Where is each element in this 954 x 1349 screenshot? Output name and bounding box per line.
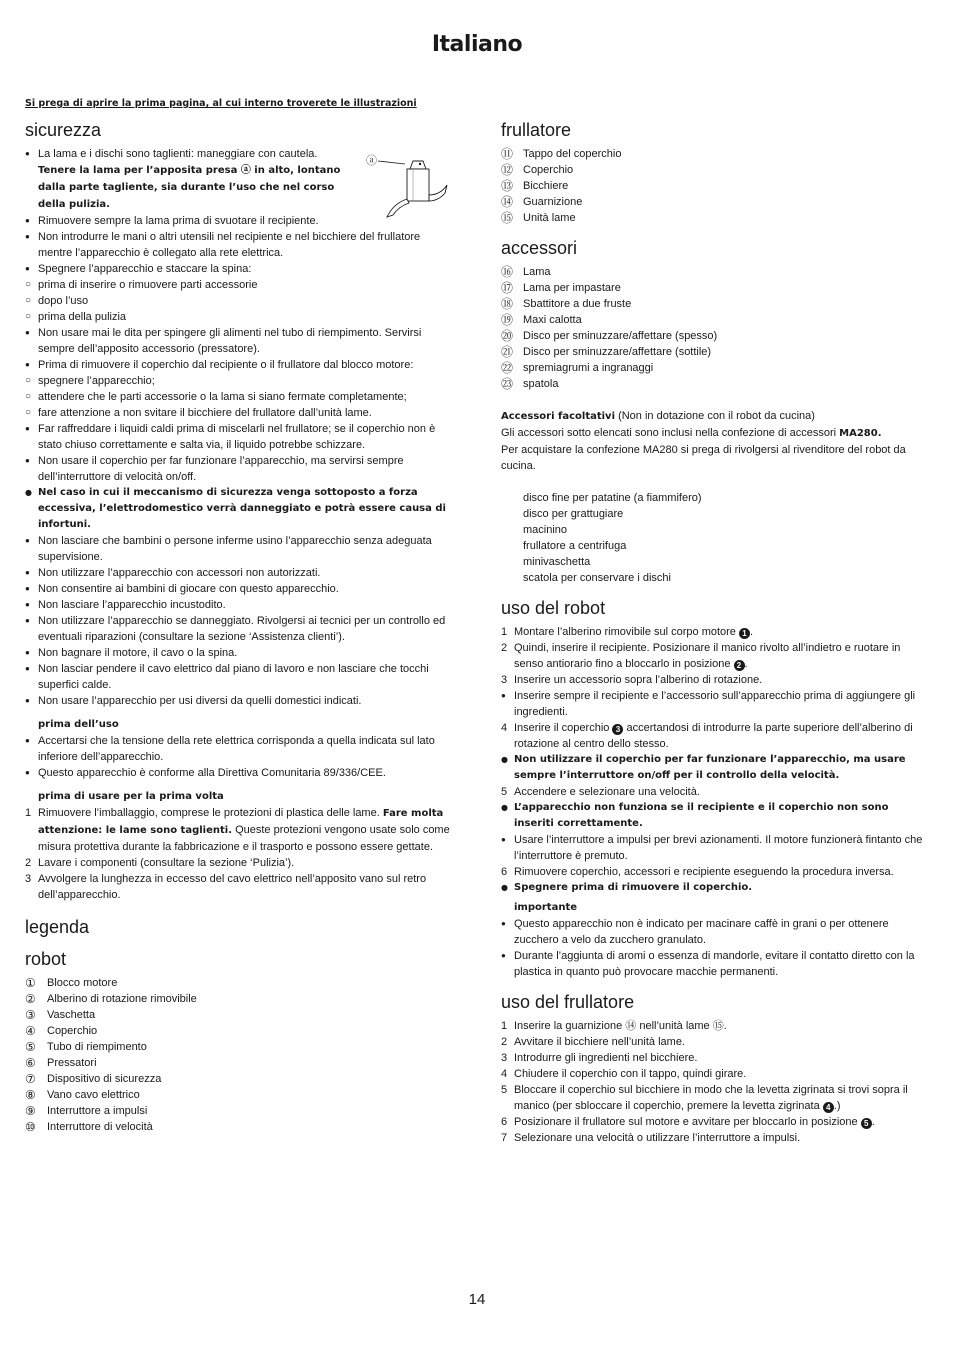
step-item: 5 Bloccare il coperchio sul bicchiere in modo che la levetta zigrinata si trovi sopra il manico (per sbloccare il coperchio, premere la levetta zigrinata 4 .) — [501, 1084, 908, 1112]
list-item: ② Alberino di rotazione rimovibile — [25, 992, 197, 1006]
figure-ref-badge: 3 — [612, 724, 623, 735]
list-item: ㉑ Disco per sminuzzare/affettare (sottile) — [501, 345, 712, 359]
sicurezza-list — [25, 146, 455, 709]
list-item: disco per grattugiare — [523, 508, 624, 520]
list-item: ① Blocco motore — [25, 976, 118, 990]
list-item: ● Non usare il coperchio per far funzionare l’apparecchio, ma servirsi sempre dell’interruttore di velocità on/off. — [25, 453, 455, 485]
list-item: ⑨ Interruttore a impulsi — [25, 1104, 148, 1118]
list-item: ● Spegnere l’apparecchio e staccare la spina: — [25, 261, 455, 277]
list-item: ⑮ Unità lame — [501, 211, 576, 225]
step-item: 3 Introdurre gli ingredienti nel bicchiere. — [501, 1052, 698, 1064]
uso-robot-steps — [501, 624, 931, 896]
section-heading-legenda: legenda — [25, 917, 90, 937]
step-item: 2 Avvitare il bicchiere nell’unità lame. — [501, 1036, 685, 1048]
list-item: ● Non lasciare che bambini o persone inferme usino l’apparecchio senza adeguata supervisione. — [25, 533, 455, 565]
section-heading-uso-robot: uso del robot — [501, 598, 606, 618]
list-item: ⑩ Interruttore di velocità — [25, 1120, 153, 1134]
list-item: ● Accertarsi che la tensione della rete elettrica corrisponda a quella indicata sul lato inferiore dell’apparecchio. — [25, 733, 455, 765]
list-item: ● Non lasciare l’apparecchio incustodito. — [25, 597, 455, 613]
accessori-list — [501, 264, 931, 392]
list-item: ● Non usare mai le dita per spingere gli alimenti nel tubo di riempimento. Servirsi sempre dell’apposito accessorio (pressatore). — [25, 325, 455, 357]
list-item: 2 Lavare i componenti (consultare la sezione ‘Pulizia’). — [25, 857, 295, 869]
list-item: ● Questo apparecchio non è indicato per macinare caffè in grani o per ottenere zucchero a velo da zucchero granulato. — [501, 916, 931, 948]
sub-list-item: ○ prima della pulizia — [25, 309, 455, 325]
list-item: ⑭ Guarnizione — [501, 195, 583, 209]
list-item: ● Non bagnare il motore, il cavo o la spina. — [25, 645, 455, 661]
uso-frullatore-steps — [501, 1018, 931, 1146]
list-item: ● La lama e i dischi sono taglienti: maneggiare con cautela. Tenere la lama per l’apposita presa ⓐ in alto, lontano dalla parte tagliente, sia durante l’uso che nel corso della pulizia. — [25, 146, 455, 213]
intro-note: Si prega di aprire la prima pagina, al cui interno troverete le illustrazioni — [25, 98, 417, 109]
page-number: 14 — [468, 1291, 486, 1308]
list-item: ● Non introdurre le mani o altri utensili nel recipiente e nel bicchiere del frullatore mentre l’apparecchio è collegato alla rete elettrica. — [25, 229, 455, 261]
list-item: ⑯ Lama — [501, 265, 551, 279]
list-item: ④ Coperchio — [25, 1024, 98, 1038]
list-item: ⑧ Vano cavo elettrico — [25, 1088, 140, 1102]
left-column — [25, 118, 455, 1135]
sub-list-item: ○ fare attenzione a non svitare il bicchiere del frullatore dall’unità lame. — [25, 405, 455, 421]
section-heading-frullatore: frullatore — [501, 120, 572, 140]
list-item: ● Usare l’interruttore a impulsi per brevi azionamenti. Il motore funzionerà fintanto che l’interruttore è premuto. — [501, 832, 931, 864]
figure-ref-badge: 5 — [861, 1118, 872, 1129]
list-item-warning: ● Nel caso in cui il meccanismo di sicurezza venga sottoposto a forza eccessiva, l’elettrodomestico verrà danneggiato e potrà essere causa di infortuni. — [25, 485, 455, 533]
importante-list — [501, 916, 931, 980]
step-item: 1 Inserire la guarnizione ⑭ nell’unità lame ⑮. — [501, 1020, 727, 1032]
list-item: minivaschetta — [523, 556, 591, 568]
list-item: ⑫ Coperchio — [501, 163, 574, 177]
list-item: ⑪ Tappo del coperchio — [501, 147, 622, 161]
step-item: 5 Accendere e selezionare una velocità. — [501, 786, 700, 798]
list-item: ③ Vaschetta — [25, 1008, 96, 1022]
list-item: ㉓ spatola — [501, 377, 559, 391]
blade-illustration-label: ⓐ — [366, 154, 377, 167]
section-heading-sicurezza: sicurezza — [25, 120, 102, 140]
list-item: disco fine per patatine (a fiammifero) — [523, 492, 702, 504]
list-item: ⑬ Bicchiere — [501, 179, 569, 193]
section-heading-accessori: accessori — [501, 238, 578, 258]
sub-list-item: ○ attendere che le parti accessorie o la lama si siano fermate completamente; — [25, 389, 455, 405]
list-item-warning: ● L’apparecchio non funziona se il recipiente e il coperchio non sono inseriti correttamente. — [501, 800, 931, 832]
subheading-prima-uso: prima dell’uso — [38, 719, 119, 730]
step-item: 6 Rimuovere coperchio, accessori e recipiente eseguendo la procedura inversa. — [501, 866, 894, 878]
step-item: 6 Posizionare il frullatore sul motore e avvitare per bloccarlo in posizione 5 . — [501, 1116, 875, 1128]
prima-uso-list — [25, 733, 455, 781]
step-item: 3 Inserire un accessorio sopra l’alberino di rotazione. — [501, 674, 763, 686]
figure-ref-badge: 4 — [823, 1102, 834, 1113]
list-item: ● Questo apparecchio è conforme alla Direttiva Comunitaria 89/336/CEE. — [25, 765, 455, 781]
list-item: ● Durante l’aggiunta di aromi o essenza di mandorle, evitare il contatto diretto con la plastica in quanto può provocare macchie permanenti. — [501, 948, 931, 980]
figure-ref-badge: 2 — [734, 660, 745, 671]
step-item: 4 Chiudere il coperchio con il tappo, quindi girare. — [501, 1068, 747, 1080]
list-item-warning: ● Non utilizzare il coperchio per far funzionare l’apparecchio, ma usare sempre l’interruttore on/off per il controllo della velocità. — [501, 752, 931, 784]
list-item: ● Non usare l’apparecchio per usi diversi da quelli domestici indicati. — [25, 693, 455, 709]
subheading-importante: importante — [514, 902, 578, 913]
right-column — [501, 118, 931, 1146]
list-item: ● Non utilizzare l’apparecchio se danneggiato. Rivolgersi ai tecnici per un controllo ed eventuali riparazioni (consultare la sezione ‘Assistenza clienti’). — [25, 613, 455, 645]
sub-list-item: ○ prima di inserire o rimuovere parti accessorie — [25, 277, 455, 293]
list-item: ● Non consentire ai bambini di giocare con questo apparecchio. — [25, 581, 455, 597]
section-heading-uso-frullatore: uso del frullatore — [501, 992, 635, 1012]
figure-ref-badge: 1 — [739, 628, 750, 639]
list-item: ⑰ Lama per impastare — [501, 281, 621, 295]
robot-parts-list — [25, 975, 455, 1135]
warning-blade-grip: Tenere la lama per l’apposita presa ⓐ in alto, lontano dalla parte tagliente, sia durante l’uso che nel corso della pulizia. — [38, 165, 341, 210]
list-item: scatola per conservare i dischi — [523, 572, 671, 584]
list-item: macinino — [523, 524, 568, 536]
prima-volta-list — [25, 805, 455, 903]
sub-list-item: ○ spegnere l’apparecchio; — [25, 373, 455, 389]
step-item: 1 Montare l’alberino rimovibile sul corpo motore 1 . — [501, 626, 754, 638]
list-item: ⑳ Disco per sminuzzare/affettare (spesso) — [501, 329, 718, 343]
optional-accessories-list — [501, 490, 931, 586]
list-item: ● Rimuovere sempre la lama prima di svuotare il recipiente. — [25, 213, 455, 229]
list-item-warning: ● Spegnere prima di rimuovere il coperchio. — [501, 880, 931, 896]
list-item: ● Inserire sempre il recipiente e l’accessorio sull’apparecchio prima di aggiungere gli ingredienti. — [501, 688, 931, 720]
step-item: 7 Selezionare una velocità o utilizzare l’interruttore a impulsi. — [501, 1132, 801, 1144]
list-item: ● Far raffreddare i liquidi caldi prima di miscelarli nel frullatore; se il coperchio non è stato chiuso correttamente e salta via, il liquido potrebbe schizzare. — [25, 421, 455, 453]
list-item: frullatore a centrifuga — [523, 540, 627, 552]
step-item: 4 Inserire il coperchio 3 accertandosi di introdurre la parte superiore dell’alberino di rotazione al centro dello stesso. — [501, 722, 913, 750]
step-item: 2 Quindi, inserire il recipiente. Posizionare il manico rivolto all’indietro e ruotare in senso antiorario fino a bloccarlo in posizione 2 . — [501, 642, 901, 670]
list-item: ● Non lasciar pendere il cavo elettrico dal piano di lavoro e non lasciare che tocchi superfici calde. — [25, 661, 455, 693]
subheading-prima-volta: prima di usare per la prima volta — [38, 791, 224, 802]
sub-list-item: ○ dopo l’uso — [25, 293, 455, 309]
section-heading-robot: robot — [25, 949, 67, 969]
list-item: ⑥ Pressatori — [25, 1056, 97, 1070]
frullatore-parts-list — [501, 146, 931, 226]
list-item: 1 Rimuovere l’imballaggio, comprese le protezioni di plastica delle lame. Fare molta attenzione: le lame sono taglienti. Queste protezioni vengono usate solo come misura protettiva durante la fabbricazione e il trasporto e possono essere gettate. — [25, 807, 450, 853]
page-title: Italiano — [431, 32, 523, 57]
list-item: ● Prima di rimuovere il coperchio dal recipiente o il frullatore dal blocco motore: — [25, 357, 455, 373]
optional-accessories-intro: Accessori facoltativi (Non in dotazione con il robot da cucina) Gli accessori sotto elencati sono inclusi nella confezione di accessori MA280. Per acquistare la confezione MA280 si prega di rivolgersi al rivenditore del robot da cucina. — [501, 410, 906, 472]
list-item: ● Non utilizzare l’apparecchio con accessori non autorizzati. — [25, 565, 455, 581]
list-item: ⑦ Dispositivo di sicurezza — [25, 1072, 162, 1086]
list-item: ㉒ spremiagrumi a ingranaggi — [501, 361, 654, 375]
list-item: ⑲ Maxi calotta — [501, 313, 582, 327]
list-item: ⑤ Tubo di riempimento — [25, 1040, 147, 1054]
list-item: ⑱ Sbattitore a due fruste — [501, 297, 632, 311]
list-item: 3 Avvolgere la lunghezza in eccesso del cavo elettrico nell’apposito vano sul retro dell’apparecchio. — [25, 873, 427, 901]
